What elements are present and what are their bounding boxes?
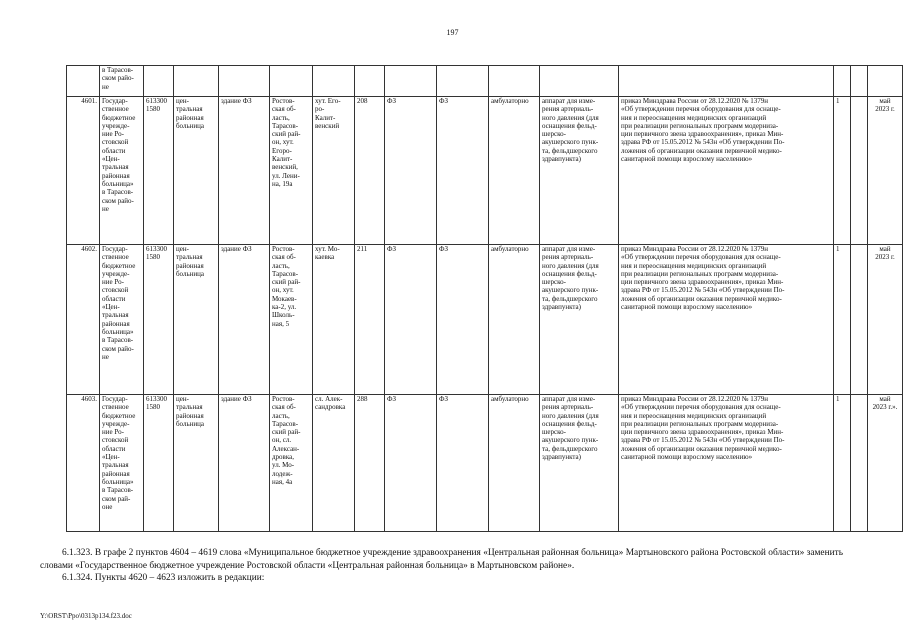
cell-number: 4602. <box>67 245 100 395</box>
cell-basis: приказ Минздрава России от 28.12.2020 № 1379н «Об утверждении перечня оборудования для оснаще- ния и переоснащения медицинских организаций при реализации региональных программ модерниза- ции первичного звена здравоохранения», приказ Мин- здрава РФ от 15.05.2012 № 543н «Об утверждении По- ложения об организации оказания первичной медико- санитарной помощи взрослому населению» <box>619 97 834 245</box>
cell-address: Ростов- ская об- ласть, Тарасов- ский рай- он, сл. Алексан- дровка, ул. Мо- лодеж- ная, 4а <box>270 395 313 532</box>
cell-equipment: аппарат для изме- рения артериаль- ного давления (для оснащения фельд- шерско- акушерского пунк- та, фельдшерского здравпункта) <box>540 245 619 395</box>
cell-type1: ФЗ <box>385 97 437 245</box>
cell-address: Ростов- ская об- ласть, Тарасов- ский рай- он, хут. Егоро- Калит- венский, ул. Лени- на, 19а <box>270 97 313 245</box>
cell-qty: 1 <box>834 245 851 395</box>
cell-type1: ФЗ <box>385 395 437 532</box>
table-row <box>67 395 903 532</box>
cell-type2: ФЗ <box>437 97 489 245</box>
cell-form: амбулаторно <box>489 97 540 245</box>
continuation-row <box>67 66 903 97</box>
cell-equipment: аппарат для изме- рения артериаль- ного давления (для оснащения фельд- шерско- акушерского пунк- та, фельдшерского здравпункта) <box>540 97 619 245</box>
cell-equipment: аппарат для изме- рения артериаль- ного давления (для оснащения фельд- шерско- акушерского пунк- та, фельдшерского здравпункта) <box>540 395 619 532</box>
cell-building: здание ФЗ <box>219 97 270 245</box>
cell-number: 4603. <box>67 395 100 532</box>
cell-type1: ФЗ <box>385 245 437 395</box>
cell-empty <box>851 97 868 245</box>
cell-type2: ФЗ <box>437 395 489 532</box>
cell-hospital: цен- тральная районная больница <box>174 395 219 532</box>
cell-count: 211 <box>355 245 385 395</box>
cell-locality: хут. Его- ро- Калит- венский <box>313 97 355 245</box>
cell-hospital: цен- тральная районная больница <box>174 97 219 245</box>
table-row <box>67 245 903 395</box>
continuation-number-cell <box>67 66 100 97</box>
cell-institution: Государ- ственное бюджетное учрежде- ние Ро- стовской области «Цен- тральная районная больница» в Тарасов- ском райо- не <box>100 245 144 395</box>
amendment-paragraph-324: 6.1.324. Пункты 4620 – 4623 изложить в редакции: <box>62 573 265 583</box>
cell-deadline: май 2023 г.». <box>868 395 903 532</box>
continuation-institution-cell: в Тарасов- ском райо- не <box>100 66 144 97</box>
cell-form: амбулаторно <box>489 395 540 532</box>
cell-basis: приказ Минздрава России от 28.12.2020 № 1379н «Об утверждении перечня оборудования для оснаще- ния и переоснащения медицинских организаций при реализации региональных программ модерниза- ции первичного звена здравоохранения», приказ Мин- здрава РФ от 15.05.2012 № 543н «Об утверждении По- ложения об организации оказания первичной медико- санитарной помощи взрослому населению» <box>619 245 834 395</box>
cell-deadline: май 2023 г. <box>868 245 903 395</box>
cell-deadline: май 2023 г. <box>868 97 903 245</box>
table-row <box>67 97 903 245</box>
cell-form: амбулаторно <box>489 245 540 395</box>
cell-number: 4601. <box>67 97 100 245</box>
cell-empty <box>851 395 868 532</box>
cell-building: здание ФЗ <box>219 245 270 395</box>
equipment-table <box>66 65 903 532</box>
cell-institution: Государ- ственное бюджетное учрежде- ние Ро- стовской области «Цен- тральная районная больница» в Тарасов- ском рай- оне <box>100 395 144 532</box>
cell-count: 288 <box>355 395 385 532</box>
cell-hospital: цен- тральная районная больница <box>174 245 219 395</box>
amendment-paragraph-323: 6.1.323. В графе 2 пунктов 4604 – 4619 слова «Муниципальное бюджетное учреждение здравоохранения «Центральная районная больница» Мартыновского района Ростовской области» заменить словами «Государственное бюджетное учреждение Ростовской области «Центральная районная больница» в Мартыновском районе». <box>40 548 843 571</box>
cell-qty: 1 <box>834 97 851 245</box>
cell-empty <box>851 245 868 395</box>
footer-file-path: Y:\ORST\Ppo\0313p134.f23.doc <box>40 612 132 620</box>
cell-type2: ФЗ <box>437 245 489 395</box>
cell-locality: хут. Мо- каевка <box>313 245 355 395</box>
cell-qty: 1 <box>834 395 851 532</box>
cell-locality: сл. Алек- сандровка <box>313 395 355 532</box>
cell-basis: приказ Минздрава России от 28.12.2020 № 1379н «Об утверждении перечня оборудования для оснаще- ния и переоснащения медицинских организаций при реализации региональных программ модерниза- ции первичного звена здравоохранения», приказ Мин- здрава РФ от 15.05.2012 № 543н «Об утверждении По- ложения об организации оказания первичной медико- санитарной помощи взрослому населению» <box>619 395 834 532</box>
cell-address: Ростов- ская об- ласть, Тарасов- ский рай- он, хут. Мокаев- ка-2, ул. Школь- ная, 5 <box>270 245 313 395</box>
cell-code: 613300 1580 <box>144 395 174 532</box>
cell-institution: Государ- ственное бюджетное учрежде- ние Ро- стовской области «Цен- тральная районная больница» в Тарасов- ском райо- не <box>100 97 144 245</box>
cell-code: 613300 1580 <box>144 245 174 395</box>
page-number: 197 <box>446 28 459 37</box>
cell-building: здание ФЗ <box>219 395 270 532</box>
cell-count: 208 <box>355 97 385 245</box>
cell-code: 613300 1580 <box>144 97 174 245</box>
